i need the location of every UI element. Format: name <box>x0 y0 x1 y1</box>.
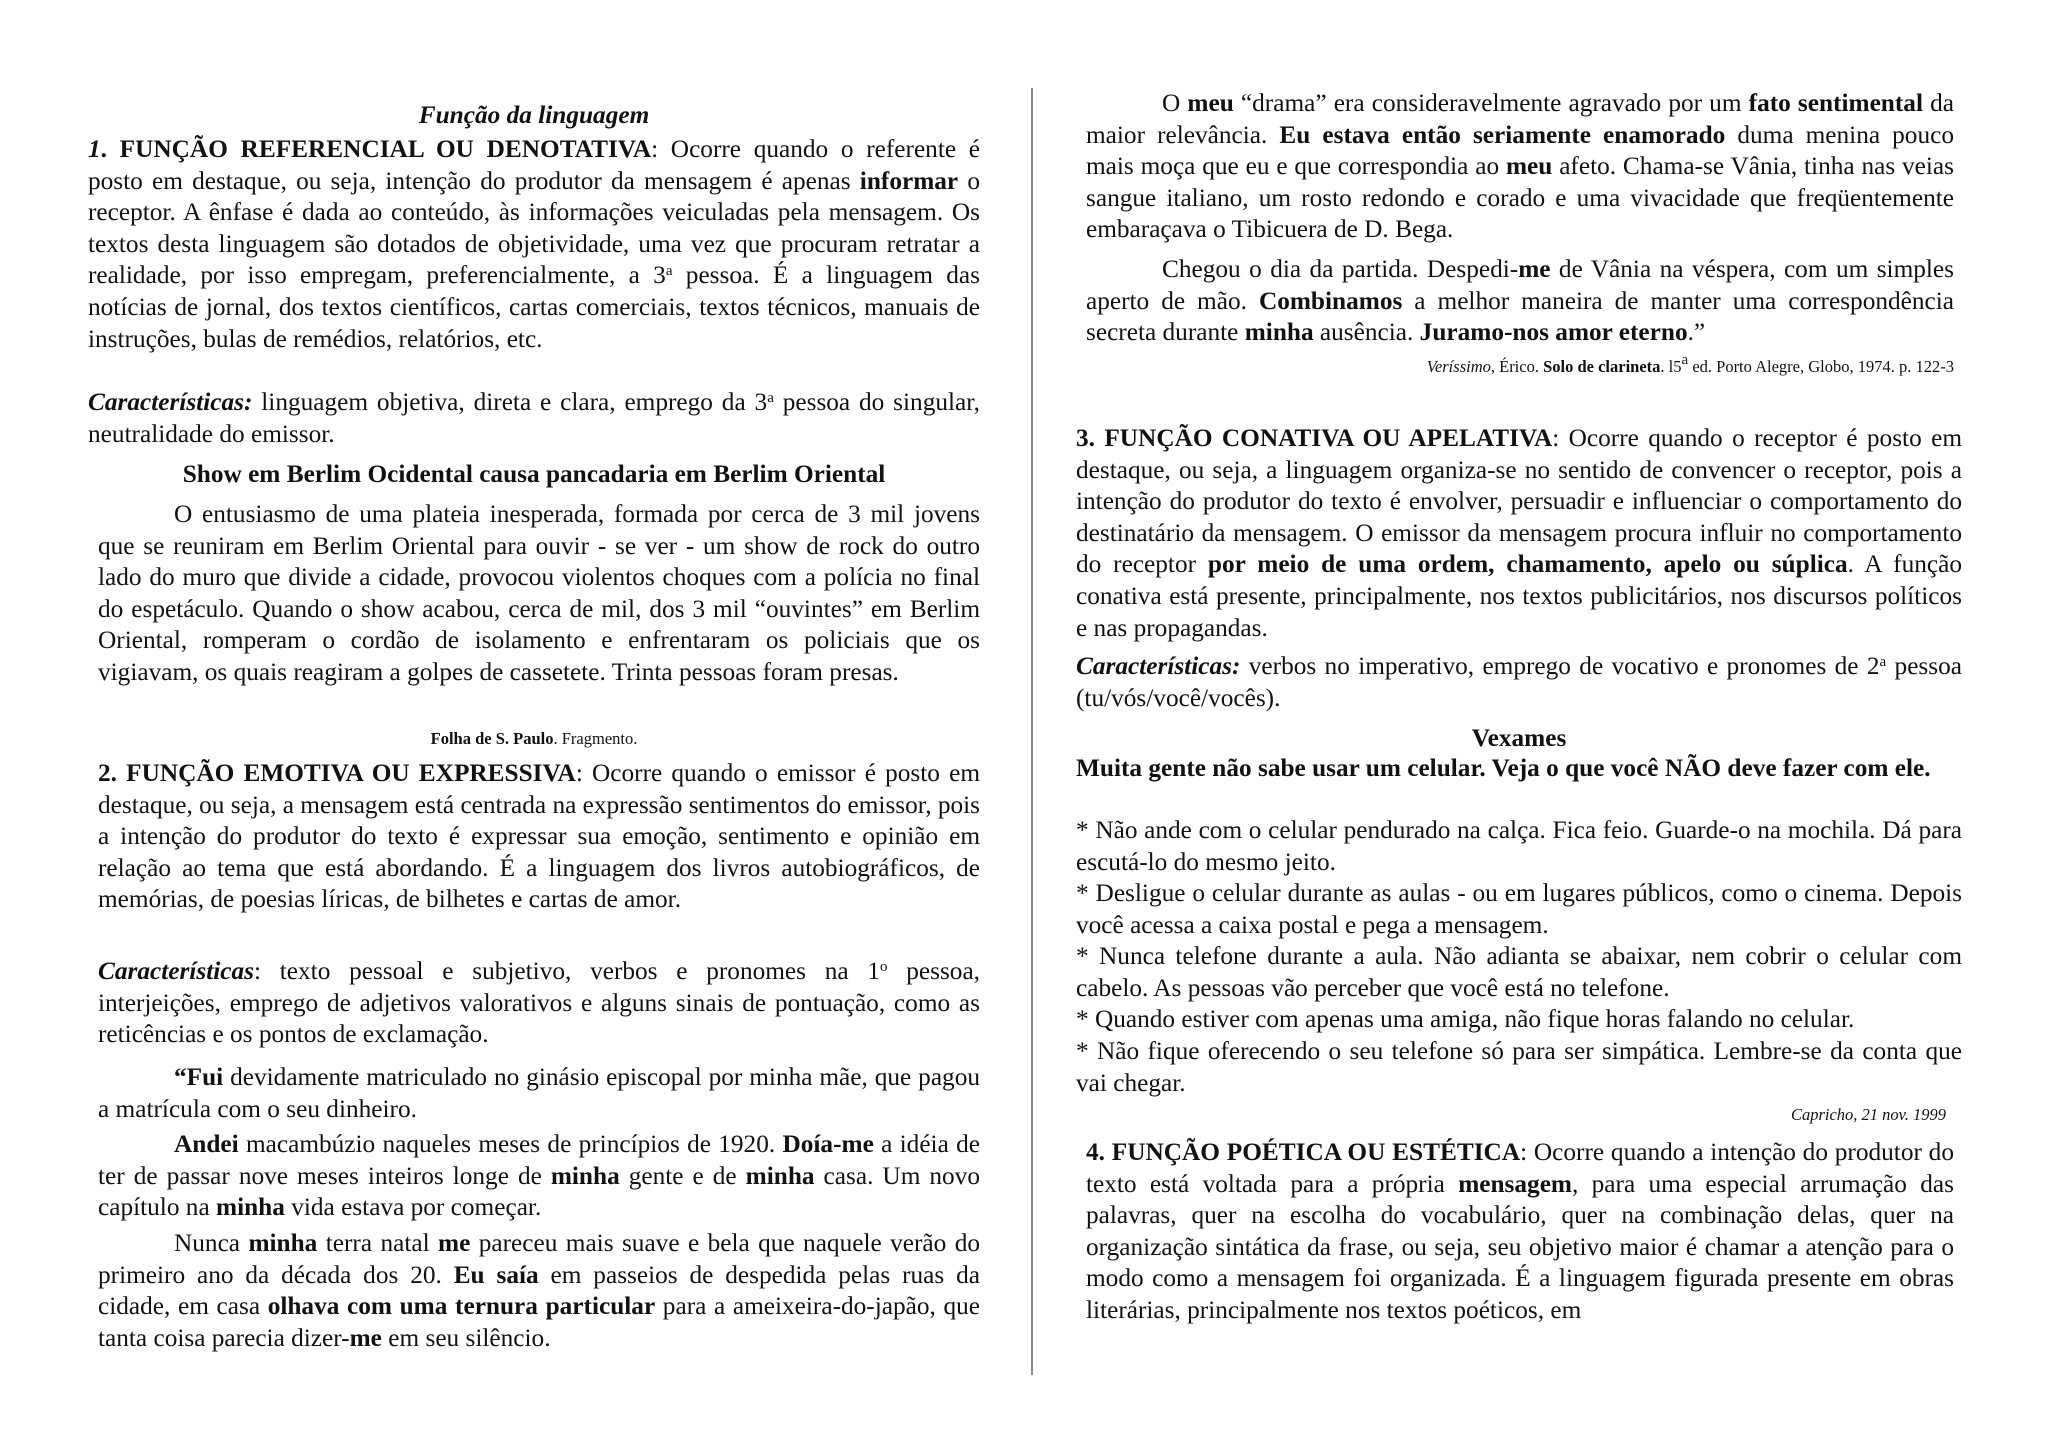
news-source: Folha de S. Paulo. Fragmento. <box>430 729 638 748</box>
news-body: O entusiasmo de uma plateia inesperada, formada por cerca de 3 mil jovens que se reuniram em Berlim Oriental para ouvir - se ver - um show de rock do outro lado do muro que divide a cidade, provocou violentos choques com a polícia no final do espetáculo. Quando o show acabou, cerca de mil, dos 3 mil “ouvintes” em Berlim Oriental, romperam o cordão de isolamento e enfrentaram os policiais que os vigiavam, os quais reagiram a golpes de cassetete. Trinta pessoas foram presas. <box>98 500 980 686</box>
news-headline: Show em Berlim Ocidental causa pancadaria em Berlim Oriental <box>182 460 886 488</box>
vexames-title: Vexames <box>1471 724 1567 752</box>
quote-paragraph-4: O meu “drama” era consideravelmente agravado por um fato sentimental da maior relevância. Eu estava então seriamente enamorado duma menina pouco mais moça que eu e que correspondia ao meu afeto. Chama-se Vânia, tinha nas veias sangue italiano, um rosto redondo e corado e uma vivacidade que freqüentemente embaraçava o Tibicuera de D. Bega. <box>1086 89 1954 244</box>
characteristics-conativa: Características: verbos no imperativo, emprego de vocativo e pronomes de 2$^a$ pessoa (tu/vós/você/vocês). <box>1076 652 1962 712</box>
vexames-item: * Nunca telefone durante a aula. Não adianta se abaixar, nem cobrir o celular com cabelo. As pessoas vão perceber que você está no telefone. <box>1076 942 1962 1002</box>
quote-source: Veríssimo, Érico. Solo de clarineta. l5a ed. Porto Alegre, Globo, 1974. p. 122-3 <box>1426 352 1954 376</box>
vexames-source: Capricho, 21 nov. 1999 <box>1790 1105 1946 1124</box>
section-number: 1 <box>88 135 101 163</box>
quote-paragraph-5: Chegou o dia da partida. Despedi-me de Vânia na véspera, com um simples aperto de mão. Combinamos a melhor maneira de manter uma correspondência secreta durante minha ausência. Juramo-nos amor eterno.” <box>1086 255 1955 347</box>
vexames-item: * Quando estiver com apenas uma amiga, não fique horas falando no celular. <box>1076 1005 1855 1033</box>
section-heading: 4. FUNÇÃO POÉTICA OU ESTÉTICA <box>1086 1138 1521 1166</box>
section-heading: 2. FUNÇÃO EMOTIVA OU EXPRESSIVA <box>98 759 576 787</box>
characteristics-emotiva: Características: texto pessoal e subjetivo, verbos e pronomes na 1$^o$ pessoa, interjeições, emprego de adjetivos valorativos e alguns sinais de pontuação, como as reticências e os pontos de exclamação. <box>98 957 981 1049</box>
section-heading: 3. FUNÇÃO CONATIVA OU APELATIVA <box>1076 424 1553 452</box>
section-poetica: 4. FUNÇÃO POÉTICA OU ESTÉTICA: Ocorre quando a intenção do produtor do texto está voltada para a própria mensagem, para uma especial arrumação das palavras, quer na escolha do vocabulário, quer na combinação delas, quer na organização sintática da frase, ou seja, seu objetivo maior é chamar a atenção para o modo como a mensagem foi organizada. É a linguagem figurada presente em obras literárias, principalmente nos textos poéticos, em <box>1086 1138 1954 1324</box>
vexames-item: * Desligue o celular durante as aulas - ou em lugares públicos, como o cinema. Depois você acessa a caixa postal e pega a mensagem. <box>1076 879 1962 939</box>
characteristics-referencial: Características: linguagem objetiva, direta e clara, emprego da 3$^a$ pessoa do singular, neutralidade do emissor. <box>88 388 980 448</box>
vexames-item: * Não ande com o celular pendurado na calça. Fica feio. Guarde-o na mochila. Dá para escutá-lo do mesmo jeito. <box>1076 816 1962 876</box>
section-heading: . FUNÇÃO REFERENCIAL OU DENOTATIVA <box>100 135 652 163</box>
vexames-item: * Não fique oferecendo o seu telefone só para ser simpática. Lembre-se da conta que vai chegar. <box>1076 1037 1962 1097</box>
section-emotiva: 2. FUNÇÃO EMOTIVA OU EXPRESSIVA: Ocorre quando o emissor é posto em destaque, ou seja, a mensagem está centrada na expressão sentimentos do emissor, pois a intenção do produtor do texto é expressar sua emoção, sentimento e opinião em relação ao tema que está abordando. É a linguagem dos livros autobiográficos, de memórias, de poesias líricas, de bilhetes e cartas de amor. <box>98 759 981 914</box>
quote-paragraph-3: Nunca minha terra natal me pareceu mais suave e bela que naquele verão do primeiro ano da década dos 20. Eu saía em passeios de despedida pelas ruas da cidade, em casa olhava com uma ternura particular para a ameixeira-do-japão, que tanta coisa parecia dizer-me em seu silêncio. <box>98 1229 980 1352</box>
characteristics-label: Características: <box>88 388 253 416</box>
document-title: Função da linguagem <box>418 101 650 129</box>
vexames-subtitle: Muita gente não sabe usar um celular. Veja o que você NÃO deve fazer com ele. <box>1076 754 1931 782</box>
section-conativa: 3. FUNÇÃO CONATIVA OU APELATIVA: Ocorre quando o receptor é posto em destaque, ou seja, a linguagem organiza-se no sentido de convencer o receptor, pois a intenção do produtor do texto é envolver, persuadir e influenciar o comportamento do destinatário da mensagem. O emissor da mensagem procura influir no comportamento do receptor por meio de uma ordem, chamamento, apelo ou súplica. A função conativa está presente, principalmente, nos textos publicitários, nos discursos políticos e nas propagandas. <box>1076 424 1962 642</box>
quote-paragraph-2: Andei macambúzio naqueles meses de princípios de 1920. Doía-me a idéia de ter de passar nove meses inteiros longe de minha gente e de minha casa. Um novo capítulo na minha vida estava por começar. <box>98 1130 980 1222</box>
characteristics-label: Características: <box>1076 652 1241 680</box>
column-divider <box>1031 88 1033 1375</box>
quote-paragraph-1: “Fui devidamente matriculado no ginásio episcopal por minha mãe, que pagou a matrícula com o seu dinheiro. <box>98 1063 980 1123</box>
section-referencial: 1. FUNÇÃO REFERENCIAL OU DENOTATIVA: Ocorre quando o referente é posto em destaque, ou seja, intenção do produtor da mensagem é apenas informar o receptor. A ênfase é dada ao conteúdo, às informações veiculadas pela mensagem. Os textos desta linguagem são dotados de objetividade, uma vez que procuram retratar a realidade, por isso empregam, preferencialmente, a 3$^a$ pessoa. É a linguagem das notícias de jornal, dos textos científicos, cartas comerciais, textos técnicos, manuais de instruções, bulas de remédios, relatórios, etc. <box>88 135 981 353</box>
characteristics-label: Características <box>98 957 254 985</box>
